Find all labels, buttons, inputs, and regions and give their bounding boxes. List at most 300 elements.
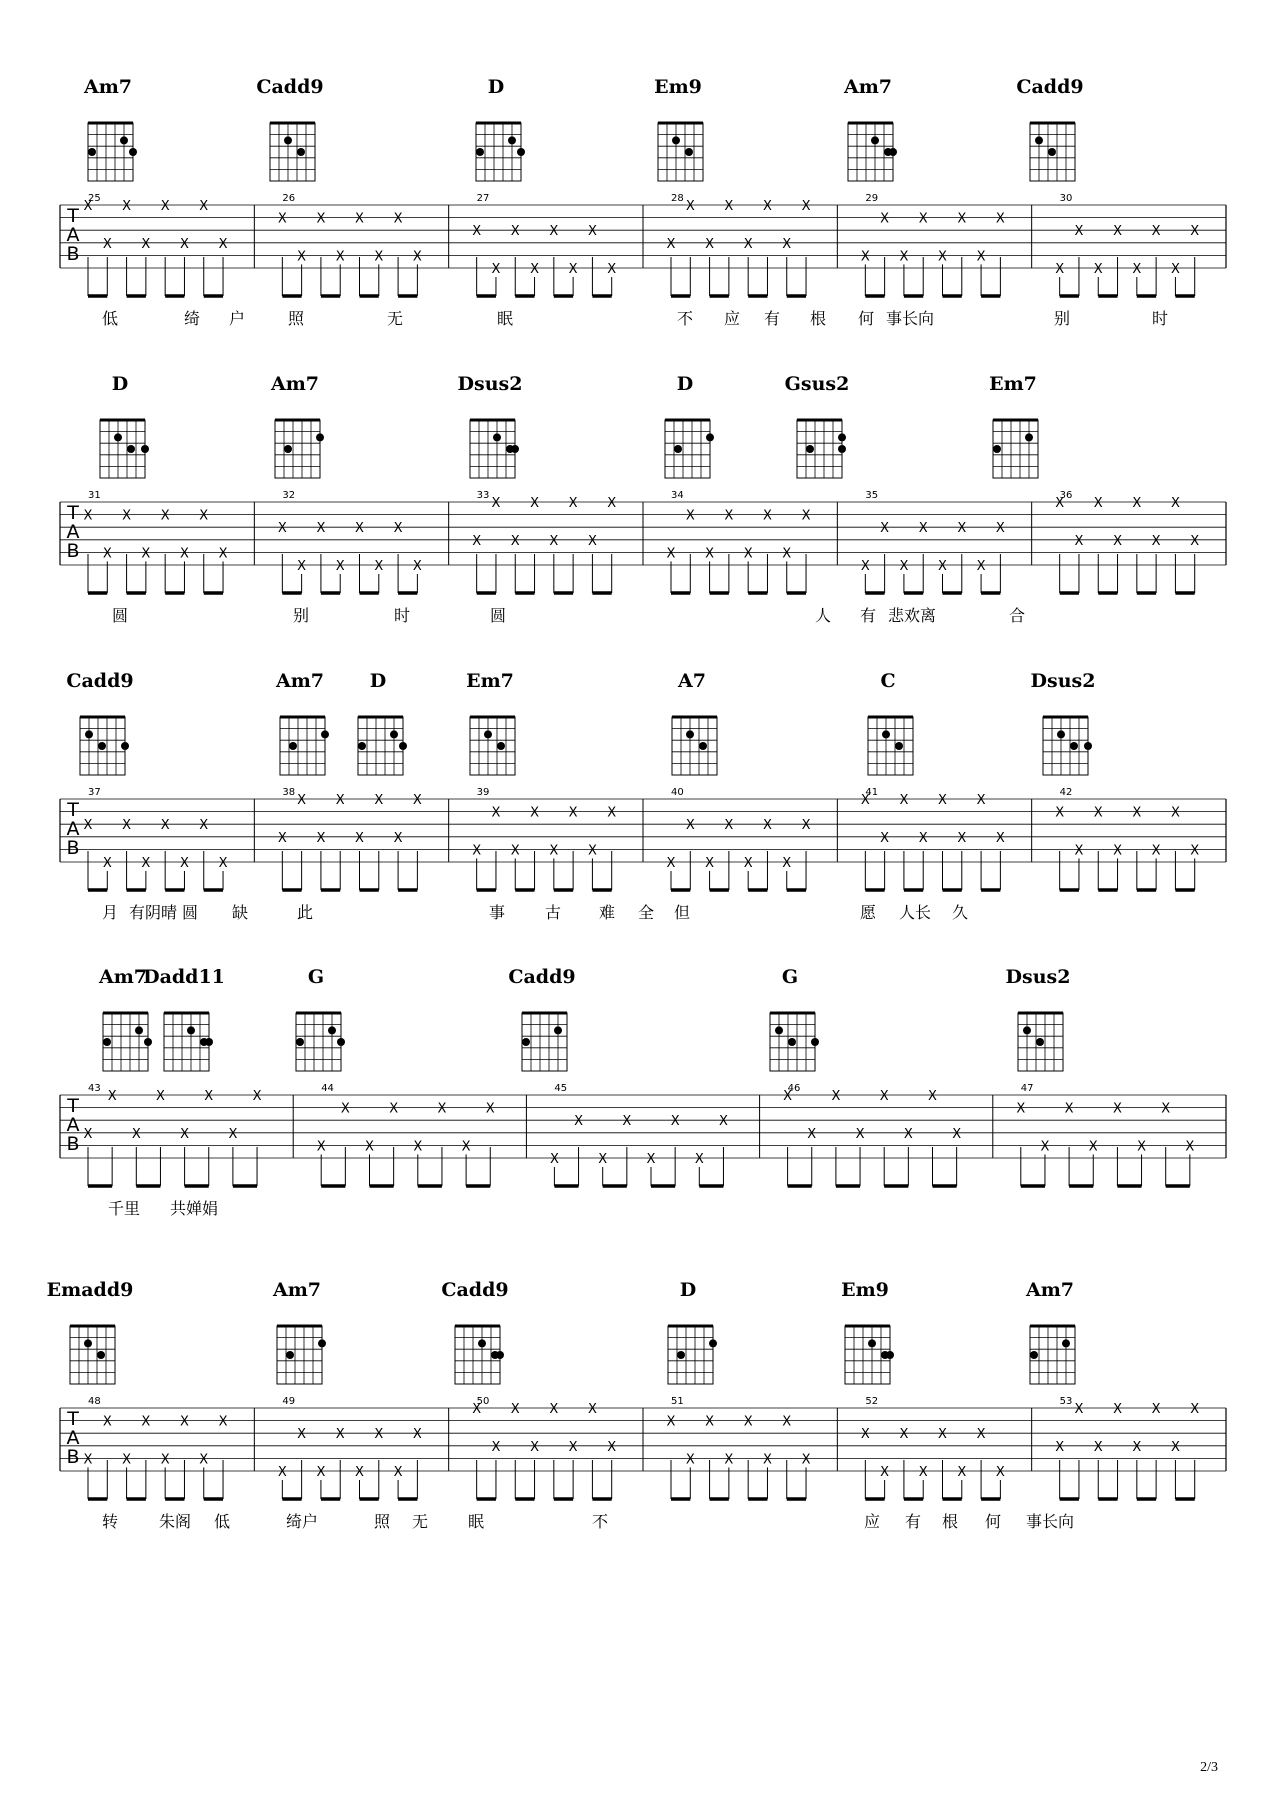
tab-note: X — [122, 199, 132, 214]
tab-note: X — [122, 1452, 132, 1468]
finger-dot — [511, 445, 519, 453]
tab-note: X — [472, 843, 482, 859]
tab-note: X — [83, 1452, 93, 1468]
tab-note: X — [718, 1114, 728, 1130]
tab-note: X — [491, 262, 501, 277]
lyric: 不 — [676, 309, 694, 328]
tab-note: X — [1170, 496, 1180, 511]
tab-clef-letter: B — [66, 243, 80, 265]
tab-note: X — [218, 236, 228, 252]
finger-dot — [297, 148, 305, 156]
finger-dot — [84, 1339, 92, 1347]
tab-note: X — [568, 1439, 578, 1455]
finger-dot — [788, 1038, 796, 1046]
tab-note: X — [491, 496, 501, 511]
chord-name: Am7 — [843, 76, 893, 98]
lyric: 低 — [213, 1512, 231, 1531]
chord-g — [770, 966, 819, 1071]
measure-number: 34 — [671, 490, 684, 501]
tab-note: X — [918, 1465, 928, 1480]
lyric: 悲欢离 — [887, 606, 937, 625]
tab-note: X — [160, 818, 170, 834]
tab-note: X — [160, 199, 170, 214]
lyric: 合 — [1008, 606, 1026, 625]
tab-note: X — [83, 508, 93, 524]
tab-note: X — [510, 224, 520, 240]
chord-g — [296, 966, 345, 1071]
chord-cadd9 — [66, 670, 133, 775]
tab-note: X — [365, 1139, 374, 1155]
measure-number: 25 — [88, 193, 101, 204]
tab-note: X — [83, 1126, 93, 1142]
lyric: 应 — [723, 309, 741, 328]
tab-note: X — [122, 818, 132, 834]
measure-number: 30 — [1059, 193, 1073, 204]
lyric: 转 — [101, 1512, 119, 1531]
measure-number: 38 — [282, 787, 296, 798]
tab-note: X — [374, 1427, 384, 1443]
chord-grid — [470, 717, 515, 775]
finger-dot — [895, 742, 903, 750]
lyric: 圆 — [111, 606, 129, 625]
tab-note: X — [899, 249, 909, 265]
tab-note: X — [782, 856, 792, 871]
lyric: 此 — [296, 903, 314, 922]
chord-grid — [672, 717, 717, 775]
finger-dot — [144, 1038, 152, 1046]
tab-note: X — [297, 559, 307, 574]
tab-clef-letter: A — [66, 1427, 80, 1449]
finger-dot — [685, 148, 693, 156]
tab-note: X — [782, 1414, 792, 1430]
tab-note: X — [899, 793, 909, 808]
chord-name: Gsus2 — [784, 373, 850, 395]
chord-name: Dsus2 — [1005, 966, 1071, 988]
tab-note: X — [199, 818, 209, 834]
chord-cadd9 — [508, 966, 575, 1071]
chord-em9 — [654, 76, 703, 181]
tab-note: X — [607, 805, 617, 821]
finger-dot — [775, 1026, 783, 1034]
chord-c — [868, 670, 913, 775]
tab-note: X — [1016, 1101, 1026, 1117]
tab-note: X — [530, 496, 539, 511]
lyric: 久 — [951, 903, 969, 922]
tab-note: X — [107, 1089, 117, 1104]
finger-dot — [120, 136, 128, 144]
tab-note: X — [549, 1152, 559, 1167]
tab-note: X — [316, 830, 326, 846]
tab-note: X — [1151, 224, 1161, 240]
lyric: 何 — [857, 309, 875, 328]
tab-note: X — [1055, 262, 1065, 277]
tab-note: X — [607, 496, 617, 511]
tab-note: X — [218, 856, 228, 871]
tab-note: X — [1113, 1402, 1122, 1417]
tab-note: X — [976, 1427, 986, 1443]
finger-dot — [328, 1026, 336, 1034]
tab-note: X — [218, 546, 228, 562]
measure-number: 42 — [1059, 787, 1073, 798]
tab-note: X — [316, 211, 326, 227]
tab-note: X — [918, 521, 928, 537]
tab-note: X — [587, 533, 597, 549]
tab-note: X — [782, 236, 792, 252]
measure-number: 47 — [1020, 1083, 1034, 1094]
tab-note: X — [131, 1126, 141, 1142]
finger-dot — [868, 1339, 876, 1347]
tab-note: X — [1074, 224, 1084, 240]
finger-dot — [127, 445, 135, 453]
tab-note: X — [549, 533, 559, 549]
lyric: 古 — [544, 903, 562, 922]
tab-note: X — [199, 199, 209, 214]
tab-note: X — [666, 856, 676, 871]
measure-number: 28 — [671, 193, 684, 204]
chord-em7 — [466, 670, 515, 775]
chord-name: Cadd9 — [256, 76, 324, 98]
tab-note: X — [141, 856, 151, 871]
finger-dot — [284, 136, 292, 144]
tab-clef-letter: A — [66, 818, 80, 840]
tab-note: X — [1132, 496, 1142, 511]
chord-grid — [70, 1326, 115, 1384]
tab-note: X — [694, 1152, 704, 1167]
chord-name: Dadd11 — [143, 966, 225, 988]
chord-name: A7 — [678, 670, 706, 692]
finger-dot — [399, 742, 407, 750]
tab-note: X — [180, 1414, 189, 1430]
chord-emadd9 — [47, 1279, 134, 1384]
tab-note: X — [141, 1414, 151, 1430]
lyric: 眠 — [467, 1512, 485, 1531]
tab-note: X — [316, 521, 326, 537]
tab-note: X — [801, 508, 811, 524]
tab-note: X — [1151, 1402, 1161, 1417]
tab-note: X — [995, 521, 1005, 537]
tab-note: X — [1093, 805, 1103, 821]
tab-note: X — [335, 1427, 345, 1443]
lyric: 千里 — [107, 1199, 141, 1218]
tab-note: X — [938, 559, 947, 574]
tab-note: X — [413, 1139, 423, 1155]
lyric: 共婵娟 — [169, 1199, 219, 1218]
lyric: 人 — [814, 606, 832, 625]
tab-note: X — [472, 224, 482, 240]
chord-cadd9 — [1016, 76, 1083, 181]
finger-dot — [114, 433, 122, 441]
chord-am7 — [1025, 1279, 1075, 1384]
chord-name: Emadd9 — [46, 1279, 134, 1301]
tab-clef-letter: B — [66, 1133, 80, 1155]
tab-note: X — [412, 249, 422, 265]
tab-note: X — [763, 818, 772, 834]
tab-note: X — [1055, 1439, 1065, 1455]
tab-note: X — [1113, 843, 1122, 859]
tab-note: X — [1055, 805, 1065, 821]
tab-note: X — [102, 1414, 112, 1430]
lyric: 圆 — [489, 606, 507, 625]
finger-dot — [135, 1026, 143, 1034]
measure-number: 46 — [787, 1083, 801, 1094]
lyric: 户 — [228, 309, 246, 328]
tab-note: X — [880, 1465, 890, 1480]
lyric: 有 — [763, 309, 781, 328]
tab-clef-letter: B — [66, 837, 80, 859]
chord-grid — [668, 1326, 713, 1384]
chord-name: D — [676, 373, 694, 395]
tab-clef-letter: T — [67, 799, 79, 821]
finger-dot — [497, 742, 505, 750]
chord-grid — [658, 123, 703, 181]
tab-note: X — [957, 1465, 967, 1480]
tab-note: X — [355, 830, 364, 846]
tab-note: X — [995, 830, 1005, 846]
measure-number: 35 — [865, 490, 879, 501]
finger-dot — [811, 1038, 819, 1046]
tab-note: X — [724, 818, 734, 834]
measure-number: 33 — [476, 490, 490, 501]
chord-name: Am7 — [272, 1279, 322, 1301]
tab-note: X — [724, 199, 734, 214]
lyric: 事 — [488, 903, 506, 922]
tab-note: X — [743, 546, 753, 562]
lyric: 全 — [637, 903, 655, 922]
tab-system-4 — [60, 966, 1226, 1218]
tab-system-2 — [60, 373, 1226, 625]
finger-dot — [321, 730, 329, 738]
tab-note: X — [461, 1139, 471, 1155]
tab-note: X — [763, 199, 772, 214]
measure-number: 40 — [671, 787, 684, 798]
finger-dot — [316, 433, 324, 441]
lyric: 时 — [1151, 309, 1169, 328]
chord-d — [100, 373, 149, 478]
tab-note: X — [335, 793, 345, 808]
finger-dot — [554, 1026, 562, 1034]
tab-note: X — [1132, 262, 1142, 277]
tab-note: X — [598, 1152, 608, 1167]
chord-name: D — [111, 373, 129, 395]
tab-note: X — [340, 1101, 350, 1117]
measure-number: 41 — [865, 787, 879, 798]
tab-note: X — [807, 1126, 817, 1142]
tab-note: X — [530, 805, 539, 821]
tab-note: X — [316, 1465, 326, 1480]
finger-dot — [296, 1038, 304, 1046]
chord-grid — [797, 420, 842, 478]
tab-note: X — [228, 1126, 238, 1142]
tab-note: X — [530, 262, 539, 277]
tab-note: X — [412, 559, 422, 574]
tab-note: X — [1170, 1439, 1180, 1455]
tab-note: X — [782, 546, 792, 562]
finger-dot — [672, 136, 680, 144]
chord-name: Em9 — [841, 1279, 889, 1301]
tab-note: X — [1185, 1139, 1195, 1155]
tab-note: X — [374, 793, 384, 808]
measure-number: 31 — [88, 490, 101, 501]
tab-note: X — [587, 843, 597, 859]
tab-note: X — [568, 805, 578, 821]
chord-grid — [868, 717, 913, 775]
tab-note: X — [549, 224, 559, 240]
tab-note: X — [685, 1452, 695, 1468]
finger-dot — [476, 148, 484, 156]
tab-note: X — [1190, 843, 1200, 859]
tab-clef-letter: T — [67, 205, 79, 227]
chord-name: Cadd9 — [66, 670, 134, 692]
tab-note: X — [899, 559, 909, 574]
tab-note: X — [355, 1465, 364, 1480]
chord-dadd11 — [143, 966, 225, 1071]
tab-note: X — [530, 1439, 539, 1455]
finger-dot — [484, 730, 492, 738]
lyric: 时 — [393, 606, 411, 625]
tab-note: X — [277, 830, 287, 846]
chord-name: Am7 — [270, 373, 320, 395]
tab-note: X — [393, 211, 403, 227]
tab-note: X — [549, 843, 559, 859]
finger-dot — [97, 1351, 105, 1359]
tab-note: X — [938, 1427, 947, 1443]
lyric: 绮户 — [285, 1512, 319, 1531]
chord-d — [358, 670, 407, 775]
tab-note: X — [879, 1089, 889, 1104]
lyric: 但 — [673, 903, 691, 922]
chord-grid — [100, 420, 145, 478]
lyric: 眠 — [496, 309, 514, 328]
measure-number: 36 — [1059, 490, 1073, 501]
tab-note: X — [1093, 496, 1103, 511]
chord-am7 — [272, 1279, 326, 1384]
tab-note: X — [995, 1465, 1005, 1480]
chord-cadd9 — [256, 76, 323, 181]
finger-dot — [1062, 1339, 1070, 1347]
tab-note: X — [141, 546, 151, 562]
tab-note: X — [1190, 533, 1200, 549]
tab-note: X — [155, 1089, 165, 1104]
tab-note: X — [685, 199, 695, 214]
tab-note: X — [957, 521, 967, 537]
tab-note: X — [783, 1089, 793, 1104]
measure-number: 44 — [321, 1083, 334, 1094]
lyric: 无 — [411, 1512, 429, 1531]
finger-dot — [508, 136, 516, 144]
chord-em9 — [841, 1279, 894, 1384]
lyric: 圆 — [181, 903, 199, 922]
lyric: 朱阁 — [158, 1512, 192, 1531]
tab-note: X — [1093, 1439, 1103, 1455]
finger-dot — [1023, 1026, 1031, 1034]
finger-dot — [838, 445, 846, 453]
tab-note: X — [705, 856, 715, 871]
tab-note: X — [622, 1114, 632, 1130]
tab-note: X — [938, 793, 947, 808]
chord-grid — [275, 420, 320, 478]
lyric: 何 — [984, 1512, 1002, 1531]
tab-note: X — [180, 236, 189, 252]
finger-dot — [85, 730, 93, 738]
tab-note: X — [995, 211, 1005, 227]
finger-dot — [1084, 742, 1092, 750]
chord-name: Dsus2 — [1030, 670, 1096, 692]
tab-note: X — [393, 521, 403, 537]
finger-dot — [289, 742, 297, 750]
finger-dot — [1030, 1351, 1038, 1359]
lyric: 缺 — [231, 903, 249, 922]
tab-note: X — [568, 262, 578, 277]
tab-note: X — [928, 1089, 937, 1104]
tab-note: X — [1088, 1139, 1098, 1155]
tab-clef-letter: A — [66, 1114, 80, 1136]
chord-name: C — [880, 670, 896, 692]
tab-note: X — [1161, 1101, 1171, 1117]
chord-am7 — [270, 373, 324, 478]
tab-note: X — [574, 1114, 584, 1130]
lyric: 无 — [386, 309, 404, 328]
finger-dot — [390, 730, 398, 738]
measure-number: 53 — [1059, 1396, 1073, 1407]
lyric: 不 — [591, 1512, 609, 1531]
tab-note: X — [1093, 262, 1103, 277]
chord-name: Em7 — [989, 373, 1037, 395]
tab-note: X — [607, 1439, 617, 1455]
finger-dot — [318, 1339, 326, 1347]
tab-note: X — [666, 1414, 676, 1430]
tab-note: X — [218, 1414, 228, 1430]
measure-number: 29 — [865, 193, 879, 204]
tab-clef-letter: T — [67, 502, 79, 524]
tab-note: X — [976, 559, 986, 574]
finger-dot — [886, 1351, 894, 1359]
chord-em7 — [989, 373, 1038, 478]
chord-name: Cadd9 — [1016, 76, 1084, 98]
lyric: 根 — [941, 1512, 959, 1531]
finger-dot — [1057, 730, 1065, 738]
tab-note: X — [763, 1452, 772, 1468]
measure-number: 27 — [476, 193, 490, 204]
measure-number: 45 — [554, 1083, 568, 1094]
chord-a7 — [672, 670, 717, 775]
tab-note: X — [491, 1439, 501, 1455]
tab-note: X — [705, 546, 715, 562]
tab-note: X — [880, 830, 890, 846]
finger-dot — [187, 1026, 195, 1034]
chord-am7 — [83, 76, 137, 181]
finger-dot — [1036, 1038, 1044, 1046]
chord-dsus2 — [1006, 966, 1071, 1071]
tab-note: X — [374, 249, 384, 265]
tab-note: X — [1151, 533, 1161, 549]
tab-note: X — [1074, 1402, 1084, 1417]
measure-number: 32 — [282, 490, 296, 501]
tab-note: X — [957, 211, 967, 227]
chord-name: Dsus2 — [457, 373, 523, 395]
chord-grid — [280, 717, 325, 775]
lyric: 愿 — [859, 903, 877, 922]
chord-name: Am7 — [275, 670, 325, 692]
chord-am7 — [275, 670, 329, 775]
tab-note: X — [743, 856, 753, 871]
chord-grid — [1043, 717, 1088, 775]
tab-note: X — [860, 793, 870, 808]
chord-name: G — [781, 966, 799, 988]
tab-note: X — [801, 1452, 811, 1468]
finger-dot — [674, 445, 682, 453]
tab-note: X — [1074, 843, 1084, 859]
tab-note: X — [472, 533, 482, 549]
